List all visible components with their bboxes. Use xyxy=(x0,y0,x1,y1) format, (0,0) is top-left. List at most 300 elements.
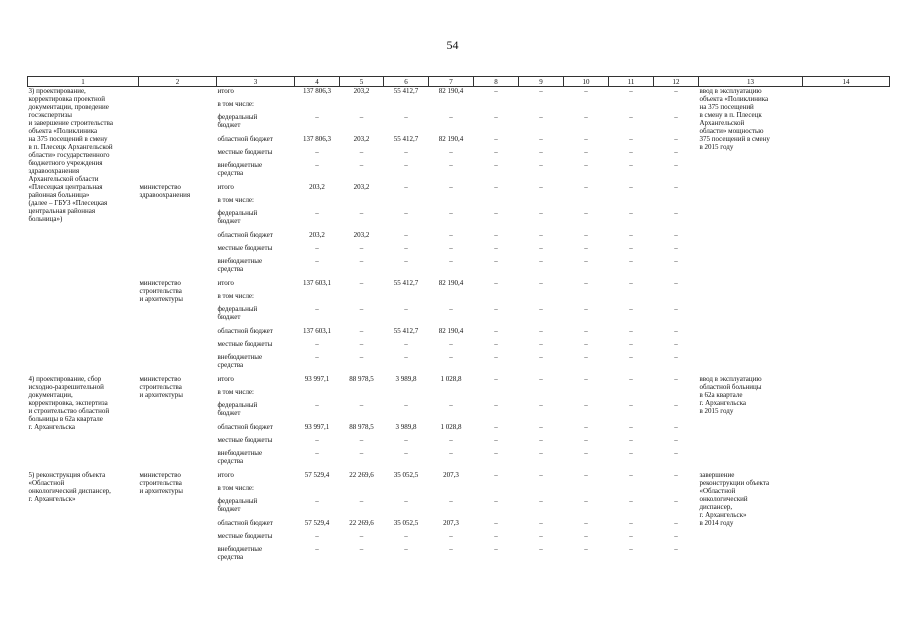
amount-cell xyxy=(564,196,609,209)
amount-cell: – xyxy=(674,327,678,335)
amount-cell: – xyxy=(359,327,364,335)
amount-cell xyxy=(654,292,699,305)
amount-cell: 82 190,4 xyxy=(438,327,464,335)
column-header: 3 xyxy=(217,77,295,87)
amount-cell: – xyxy=(315,497,319,505)
executor-cell: министерство здравоохранения xyxy=(139,183,191,199)
funding-source-label: областной бюджет xyxy=(217,423,273,431)
funding-source-label: областной бюджет xyxy=(217,327,273,335)
amount-cell: – xyxy=(359,545,364,553)
amount-cell xyxy=(295,484,340,497)
executor-cell: министерство строительства и архитектуры xyxy=(139,375,183,399)
amount-cell: – xyxy=(404,449,408,457)
amount-cell: – xyxy=(494,519,498,527)
amount-cell xyxy=(474,484,519,497)
amount-cell: – xyxy=(404,183,408,191)
amount-cell: – xyxy=(584,279,588,287)
amount-cell xyxy=(295,292,340,305)
amount-cell: – xyxy=(494,244,498,252)
amount-cell xyxy=(474,292,519,305)
amount-cell: 203,2 xyxy=(353,87,370,95)
funding-source-label: внебюджетные средства xyxy=(217,257,263,273)
amount-cell: – xyxy=(629,340,633,348)
amount-cell: – xyxy=(629,401,633,409)
amount-cell xyxy=(429,100,474,113)
amount-cell: – xyxy=(674,209,678,217)
amount-cell: – xyxy=(315,436,319,444)
executor-cell: министерство строительства и архитектуры xyxy=(139,471,183,495)
amount-cell: – xyxy=(315,209,319,217)
amount-cell: – xyxy=(359,244,364,252)
amount-cell xyxy=(295,100,340,113)
amount-cell: – xyxy=(449,436,453,444)
amount-cell: – xyxy=(674,353,678,361)
amount-cell xyxy=(384,292,429,305)
amount-cell: – xyxy=(629,471,633,479)
amount-cell xyxy=(340,484,384,497)
amount-cell: – xyxy=(674,231,678,239)
amount-cell: 203,2 xyxy=(309,231,325,239)
amount-cell: – xyxy=(494,471,498,479)
amount-cell: – xyxy=(674,148,678,156)
amount-cell: – xyxy=(629,497,633,505)
amount-cell xyxy=(654,100,699,113)
amount-cell: – xyxy=(404,161,408,169)
funding-source-label: областной бюджет xyxy=(217,231,273,239)
amount-cell: – xyxy=(629,209,633,217)
amount-cell: – xyxy=(494,279,498,287)
amount-cell: – xyxy=(629,436,633,444)
amount-cell: – xyxy=(494,148,498,156)
amount-cell: – xyxy=(315,353,319,361)
amount-cell: – xyxy=(315,449,319,457)
amount-cell: – xyxy=(404,209,408,217)
amount-cell xyxy=(519,196,564,209)
amount-cell: – xyxy=(629,148,633,156)
amount-cell: 207,3 xyxy=(443,471,459,479)
amount-cell: – xyxy=(359,279,364,287)
amount-cell: – xyxy=(539,497,543,505)
amount-cell: – xyxy=(584,497,588,505)
amount-cell: – xyxy=(629,135,633,143)
amount-cell: – xyxy=(494,257,498,265)
amount-cell xyxy=(609,484,654,497)
amount-cell: – xyxy=(584,305,588,313)
amount-cell: – xyxy=(449,257,453,265)
amount-cell: – xyxy=(539,327,543,335)
amount-cell: – xyxy=(359,305,364,313)
amount-cell xyxy=(384,388,429,401)
table-body xyxy=(28,87,890,568)
amount-cell: – xyxy=(674,161,678,169)
amount-cell xyxy=(564,484,609,497)
amount-cell: – xyxy=(674,471,678,479)
amount-cell: – xyxy=(359,497,364,505)
amount-cell: 3 989,8 xyxy=(395,423,417,431)
amount-cell: – xyxy=(674,545,678,553)
amount-cell: – xyxy=(674,423,678,431)
column-header: 8 xyxy=(474,77,519,87)
amount-cell xyxy=(474,388,519,401)
amount-cell: – xyxy=(539,209,543,217)
amount-cell: 203,2 xyxy=(353,231,370,239)
column-header: 4 xyxy=(295,77,340,87)
amount-cell: – xyxy=(359,353,364,361)
amount-cell: – xyxy=(629,375,633,383)
amount-cell xyxy=(519,100,564,113)
amount-cell: 1 028,8 xyxy=(440,423,462,431)
amount-cell: – xyxy=(584,436,588,444)
amount-cell: – xyxy=(404,353,408,361)
amount-cell xyxy=(609,292,654,305)
amount-cell: – xyxy=(494,231,498,239)
amount-cell: – xyxy=(584,87,588,95)
funding-source-label: итого xyxy=(217,375,234,383)
amount-cell: – xyxy=(449,497,453,505)
amount-cell: – xyxy=(629,183,633,191)
measure-description: 4) проектирование, сбор исходно-разрешительной документации, корректировка, экспертиза и строительство областной больницы в 62а квартале г. Архангельска xyxy=(28,375,110,431)
column-header: 9 xyxy=(519,77,564,87)
amount-cell: – xyxy=(359,340,364,348)
amount-cell: – xyxy=(584,244,588,252)
funding-source-label: в том числе: xyxy=(217,484,254,492)
amount-cell: – xyxy=(539,545,543,553)
amount-cell xyxy=(384,100,429,113)
amount-cell: – xyxy=(449,161,453,169)
funding-source-label: внебюджетные средства xyxy=(217,449,263,465)
amount-cell xyxy=(429,292,474,305)
program-table xyxy=(27,76,890,567)
amount-cell: – xyxy=(584,231,588,239)
amount-cell: – xyxy=(584,135,588,143)
amount-cell: – xyxy=(449,231,453,239)
funding-source-label: в том числе: xyxy=(217,196,254,204)
amount-cell: 93 997,1 xyxy=(304,423,330,431)
amount-cell: – xyxy=(629,545,633,553)
amount-cell: – xyxy=(674,436,678,444)
amount-cell: – xyxy=(404,401,408,409)
amount-cell: 55 412,7 xyxy=(393,87,419,95)
amount-cell: – xyxy=(449,305,453,313)
amount-cell: – xyxy=(584,423,588,431)
amount-cell xyxy=(340,388,384,401)
amount-cell: – xyxy=(674,305,678,313)
amount-cell: – xyxy=(494,183,498,191)
amount-cell: – xyxy=(404,436,408,444)
amount-cell: – xyxy=(674,340,678,348)
amount-cell: 82 190,4 xyxy=(438,279,464,287)
amount-cell: – xyxy=(494,340,498,348)
amount-cell: 82 190,4 xyxy=(438,135,464,143)
amount-cell: 35 052,5 xyxy=(393,519,419,527)
amount-cell xyxy=(609,196,654,209)
amount-cell: 22 269,6 xyxy=(349,519,374,527)
amount-cell xyxy=(564,388,609,401)
executor-cell xyxy=(139,87,217,184)
amount-cell: – xyxy=(449,353,453,361)
funding-source-label: итого xyxy=(217,183,234,191)
amount-cell: – xyxy=(449,449,453,457)
amount-cell: – xyxy=(584,340,588,348)
amount-cell: – xyxy=(404,305,408,313)
funding-source-label: местные бюджеты xyxy=(217,148,273,156)
amount-cell: – xyxy=(539,113,543,121)
amount-cell: 207,3 xyxy=(443,519,459,527)
amount-cell: 3 989,8 xyxy=(395,375,417,383)
amount-cell: 137 603,1 xyxy=(303,279,331,287)
column-header: 7 xyxy=(429,77,474,87)
amount-cell: – xyxy=(539,148,543,156)
amount-cell: – xyxy=(584,353,588,361)
amount-cell: – xyxy=(359,113,364,121)
amount-cell: 203,2 xyxy=(309,183,325,191)
amount-cell: – xyxy=(674,244,678,252)
amount-cell: – xyxy=(449,183,453,191)
amount-cell: – xyxy=(629,257,633,265)
amount-cell: – xyxy=(629,532,633,540)
amount-cell: – xyxy=(629,231,633,239)
amount-cell: – xyxy=(404,231,408,239)
amount-cell: – xyxy=(449,340,453,348)
amount-cell: – xyxy=(674,279,678,287)
amount-cell xyxy=(429,484,474,497)
amount-cell: 22 269,6 xyxy=(349,471,374,479)
amount-cell: – xyxy=(539,340,543,348)
amount-cell: – xyxy=(584,183,588,191)
amount-cell xyxy=(295,388,340,401)
amount-cell: – xyxy=(494,449,498,457)
amount-cell: – xyxy=(629,327,633,335)
amount-cell: – xyxy=(494,161,498,169)
column-header: 11 xyxy=(609,77,654,87)
amount-cell: – xyxy=(404,244,408,252)
amount-cell: – xyxy=(674,497,678,505)
amount-cell xyxy=(564,292,609,305)
amount-cell: – xyxy=(494,87,498,95)
amount-cell: – xyxy=(629,113,633,121)
amount-cell: – xyxy=(315,545,319,553)
amount-cell: – xyxy=(359,401,364,409)
amount-cell: – xyxy=(404,257,408,265)
page-number: 54 xyxy=(446,38,459,52)
amount-cell: – xyxy=(584,471,588,479)
amount-cell: – xyxy=(449,209,453,217)
amount-cell xyxy=(340,292,384,305)
expected-result: завершение реконструкции объекта «Областной онкологический диспансер, г. Архангельск» в 2014 году xyxy=(699,471,770,527)
column-header: 6 xyxy=(384,77,429,87)
expected-result: ввод в эксплуатацию объекта «Поликлиника на 375 посещений в смену в п. Плесецк Архангельской области» мощностью 375 посещений в смену в 2015 году xyxy=(699,87,770,151)
funding-source-label: итого xyxy=(217,87,234,95)
funding-source-label: федеральный бюджет xyxy=(217,497,258,513)
amount-cell: – xyxy=(539,375,543,383)
amount-cell: – xyxy=(539,183,543,191)
column-header: 14 xyxy=(803,77,890,87)
amount-cell: – xyxy=(449,401,453,409)
amount-cell: – xyxy=(404,113,408,121)
table-row xyxy=(28,375,890,388)
funding-source-label: внебюджетные средства xyxy=(217,545,263,561)
funding-source-label: внебюджетные средства xyxy=(217,353,263,369)
amount-cell: – xyxy=(584,209,588,217)
funding-source-label: местные бюджеты xyxy=(217,340,273,348)
column-14-cell xyxy=(803,375,890,471)
column-14-cell xyxy=(803,471,890,567)
amount-cell: – xyxy=(539,135,543,143)
table-row xyxy=(28,471,890,484)
amount-cell: – xyxy=(494,545,498,553)
amount-cell: 137 603,1 xyxy=(303,327,331,335)
amount-cell xyxy=(654,484,699,497)
amount-cell: – xyxy=(315,257,319,265)
amount-cell: – xyxy=(404,148,408,156)
funding-source-label: федеральный бюджет xyxy=(217,401,258,417)
amount-cell: – xyxy=(494,497,498,505)
amount-cell xyxy=(519,388,564,401)
amount-cell: – xyxy=(494,327,498,335)
expected-result: ввод в эксплуатацию областной больницы в 62а квартале г. Архангельска в 2015 году xyxy=(699,375,762,415)
amount-cell: – xyxy=(584,375,588,383)
amount-cell: – xyxy=(494,436,498,444)
amount-cell: – xyxy=(539,449,543,457)
amount-cell xyxy=(384,484,429,497)
funding-source-label: в том числе: xyxy=(217,100,254,108)
amount-cell: – xyxy=(315,244,319,252)
amount-cell xyxy=(654,196,699,209)
funding-source-label: в том числе: xyxy=(217,388,254,396)
header-row xyxy=(28,77,890,87)
amount-cell: – xyxy=(404,340,408,348)
amount-cell: – xyxy=(629,244,633,252)
amount-cell: 1 028,8 xyxy=(440,375,462,383)
amount-cell: – xyxy=(404,532,408,540)
amount-cell: – xyxy=(494,353,498,361)
amount-cell: – xyxy=(584,519,588,527)
column-header: 2 xyxy=(139,77,217,87)
amount-cell: 55 412,7 xyxy=(393,279,419,287)
amount-cell: – xyxy=(404,545,408,553)
amount-cell: – xyxy=(359,257,364,265)
amount-cell: – xyxy=(629,519,633,527)
amount-cell: – xyxy=(629,423,633,431)
amount-cell: – xyxy=(494,532,498,540)
amount-cell: – xyxy=(674,449,678,457)
amount-cell: – xyxy=(584,401,588,409)
amount-cell: – xyxy=(674,257,678,265)
funding-source-label: местные бюджеты xyxy=(217,244,273,252)
amount-cell: – xyxy=(539,532,543,540)
amount-cell: 35 052,5 xyxy=(393,471,419,479)
amount-cell: – xyxy=(359,209,364,217)
amount-cell xyxy=(340,196,384,209)
amount-cell: – xyxy=(449,148,453,156)
amount-cell: – xyxy=(359,161,364,169)
amount-cell: – xyxy=(359,436,364,444)
amount-cell: 82 190,4 xyxy=(438,87,464,95)
amount-cell: 88 978,5 xyxy=(349,375,374,383)
executor-cell: министерство строительства и архитектуры xyxy=(139,279,183,303)
amount-cell: – xyxy=(359,148,364,156)
amount-cell: – xyxy=(315,532,319,540)
funding-source-label: областной бюджет xyxy=(217,519,273,527)
amount-cell xyxy=(295,196,340,209)
funding-source-label: федеральный бюджет xyxy=(217,209,258,225)
amount-cell: – xyxy=(494,401,498,409)
measure-description: 5) реконструкция объекта «Областной онкологический диспансер, г. Архангельск» xyxy=(28,471,111,503)
amount-cell: – xyxy=(629,449,633,457)
amount-cell xyxy=(340,100,384,113)
amount-cell: – xyxy=(539,519,543,527)
amount-cell: – xyxy=(359,449,364,457)
amount-cell: – xyxy=(584,113,588,121)
amount-cell: 57 529,4 xyxy=(304,471,330,479)
amount-cell: 88 978,5 xyxy=(349,423,374,431)
amount-cell xyxy=(519,292,564,305)
column-header: 5 xyxy=(340,77,384,87)
amount-cell: – xyxy=(629,279,633,287)
amount-cell: – xyxy=(539,423,543,431)
amount-cell: 55 412,7 xyxy=(393,327,419,335)
amount-cell: – xyxy=(674,87,678,95)
amount-cell: – xyxy=(674,519,678,527)
amount-cell: – xyxy=(315,305,319,313)
amount-cell: – xyxy=(629,305,633,313)
amount-cell: – xyxy=(629,353,633,361)
amount-cell: – xyxy=(629,87,633,95)
amount-cell: – xyxy=(539,436,543,444)
amount-cell: – xyxy=(449,113,453,121)
amount-cell: – xyxy=(584,545,588,553)
amount-cell: – xyxy=(359,532,364,540)
amount-cell: 203,2 xyxy=(353,183,370,191)
amount-cell: 137 806,3 xyxy=(303,135,331,143)
table-row xyxy=(28,87,890,101)
amount-cell: – xyxy=(539,401,543,409)
amount-cell: – xyxy=(539,279,543,287)
amount-cell: – xyxy=(674,375,678,383)
amount-cell xyxy=(384,196,429,209)
amount-cell: – xyxy=(674,532,678,540)
amount-cell: – xyxy=(494,135,498,143)
amount-cell: – xyxy=(449,244,453,252)
amount-cell: – xyxy=(674,401,678,409)
funding-source-label: итого xyxy=(217,471,234,479)
amount-cell: 203,2 xyxy=(353,135,370,143)
amount-cell xyxy=(474,100,519,113)
amount-cell: – xyxy=(449,545,453,553)
column-header: 1 xyxy=(28,77,139,87)
amount-cell: – xyxy=(494,209,498,217)
amount-cell: – xyxy=(539,87,543,95)
amount-cell: – xyxy=(494,375,498,383)
amount-cell: – xyxy=(539,471,543,479)
amount-cell: – xyxy=(494,305,498,313)
funding-source-label: итого xyxy=(217,279,234,287)
amount-cell: – xyxy=(584,449,588,457)
amount-cell: – xyxy=(539,305,543,313)
amount-cell xyxy=(609,388,654,401)
funding-source-label: местные бюджеты xyxy=(217,532,273,540)
column-14-cell xyxy=(803,87,890,376)
amount-cell xyxy=(564,100,609,113)
amount-cell xyxy=(609,100,654,113)
amount-cell: – xyxy=(539,231,543,239)
amount-cell: 55 412,7 xyxy=(393,135,419,143)
amount-cell xyxy=(519,484,564,497)
amount-cell: – xyxy=(674,113,678,121)
amount-cell: – xyxy=(494,423,498,431)
amount-cell: – xyxy=(315,161,319,169)
amount-cell: – xyxy=(539,244,543,252)
